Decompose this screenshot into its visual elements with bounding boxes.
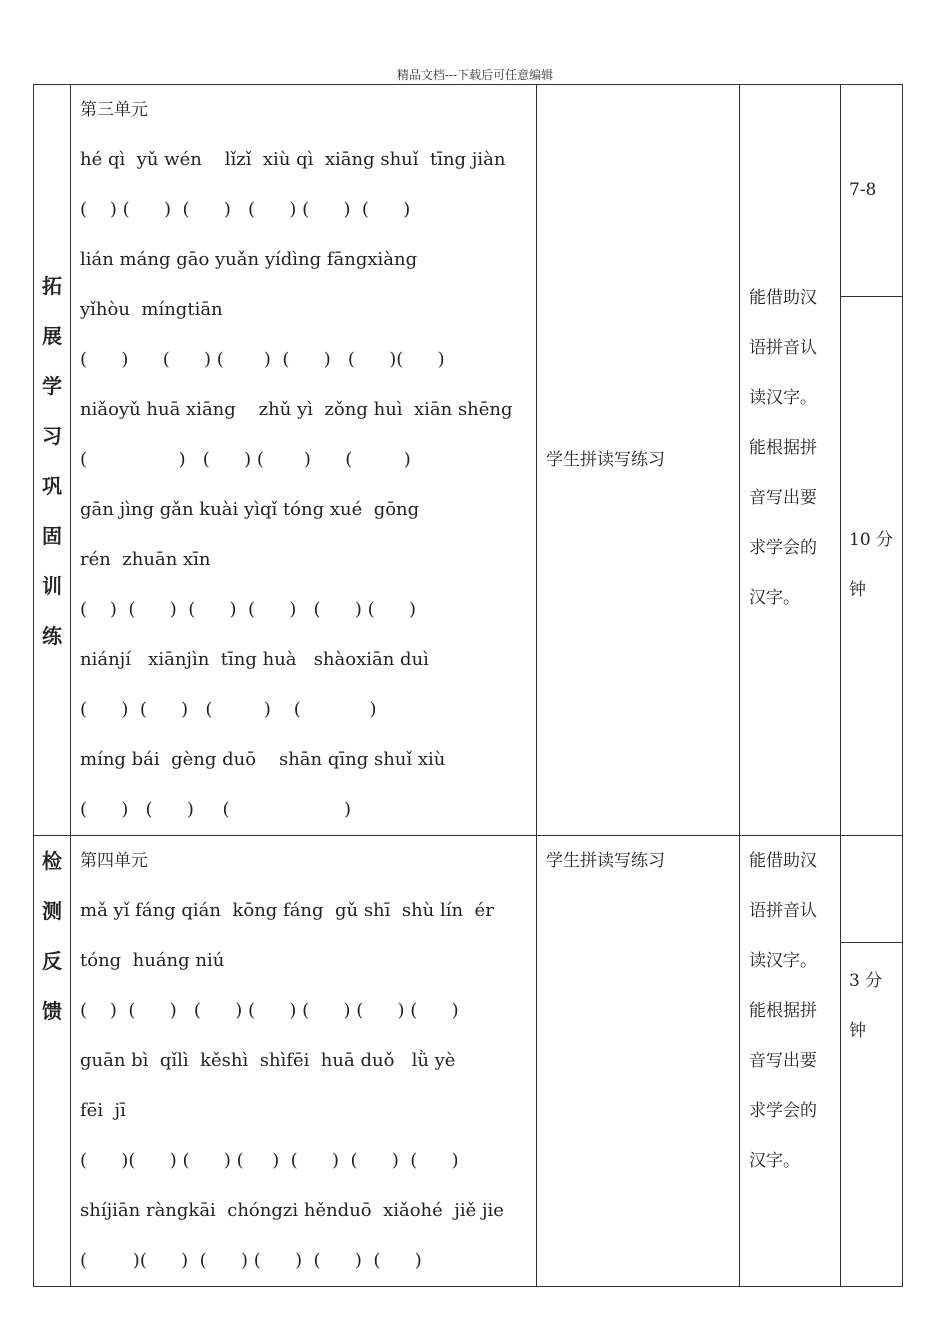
stage-char: 反	[42, 949, 62, 973]
goal-line: 语拼音认	[749, 338, 817, 358]
goal-line: 音写出要	[749, 488, 817, 508]
answer-blanks: ( )( ) ( ) ( ) ( ) ( )	[80, 1250, 422, 1271]
activity-cell: 学生拼读写练习	[537, 85, 740, 836]
stage-char: 检	[42, 849, 62, 873]
goal-line: 汉字。	[749, 1151, 800, 1171]
goal-cell	[740, 836, 841, 1287]
stage-char: 巩	[42, 474, 62, 498]
time-cell-bottom	[841, 942, 903, 1286]
lesson-table	[33, 84, 903, 1287]
stage-char: 拓	[42, 274, 62, 298]
pinyin-line: niánjí xiānjìn tīng huà shàoxiān duì	[80, 649, 429, 670]
goal-line: 求学会的	[749, 538, 817, 558]
goal-line: 求学会的	[749, 1101, 817, 1121]
time-cell-top: 7-8	[841, 85, 903, 297]
stage-char: 馈	[42, 999, 62, 1023]
goal-line: 读汉字。	[749, 951, 817, 971]
time-cell-bottom	[841, 296, 903, 835]
time-line: 钟	[849, 1020, 866, 1041]
answer-blanks: ( ) ( ) ( ) ( )	[80, 449, 411, 470]
stage-char: 练	[42, 624, 62, 648]
goal-line: 能借助汉	[749, 288, 817, 308]
pinyin-line: hé qì yǔ wén lǐzǐ xiù qì xiāng shuǐ tīng jiàn	[80, 149, 506, 170]
pinyin-line: tóng huáng niú	[80, 950, 225, 971]
answer-blanks: ( )( ) ( ) ( ) ( ) ( ) ( )	[80, 1150, 459, 1171]
stage-cell-practice	[34, 85, 71, 836]
goal-line: 能根据拼	[749, 438, 817, 458]
goal-line: 能根据拼	[749, 1001, 817, 1021]
pinyin-line: yǐhòu míngtiān	[80, 299, 223, 320]
stage-cell-feedback	[34, 836, 71, 1287]
answer-blanks: ( ) ( ) ( ) ( ) ( ) ( )	[80, 599, 417, 620]
answer-blanks: ( ) ( ) ( ) ( ) ( ) ( ) ( )	[80, 1000, 459, 1021]
unit-title: 第四单元	[80, 851, 148, 871]
goal-line: 音写出要	[749, 1051, 817, 1071]
stage-char: 测	[42, 899, 62, 923]
pinyin-line: shíjiān ràngkāi chóngzi hěnduō xiǎohé jiě jie	[80, 1200, 504, 1221]
stage-char: 固	[42, 524, 62, 548]
goal-line: 能借助汉	[749, 851, 817, 871]
pinyin-line: niǎoyǔ huā xiāng zhǔ yì zǒng huì xiān shēng	[80, 399, 513, 420]
goal-line: 读汉字。	[749, 388, 817, 408]
pinyin-line: guān bì qǐlì kěshì shìfēi huā duǒ lǜ yè	[80, 1050, 456, 1071]
activity-cell: 学生拼读写练习	[537, 836, 740, 1287]
time-line: 10 分	[849, 529, 894, 550]
answer-blanks: ( ) ( ) ( ) ( )	[80, 699, 377, 720]
goal-line: 语拼音认	[749, 901, 817, 921]
pinyin-line: míng bái gèng duō shān qīng shuǐ xiù	[80, 749, 446, 770]
content-cell-unit4	[71, 836, 537, 1287]
pinyin-line: gān jìng gǎn kuài yìqǐ tóng xué gōng	[80, 499, 420, 520]
time-line: 钟	[849, 579, 866, 600]
stage-char: 习	[42, 424, 62, 448]
goal-cell	[740, 85, 841, 836]
pinyin-line: lián máng gāo yuǎn yídìng fāngxiàng	[80, 249, 418, 270]
unit-title: 第三单元	[80, 100, 148, 120]
stage-char: 训	[42, 574, 62, 598]
goal-line: 汉字。	[749, 588, 800, 608]
page-header: 精品文档---下载后可任意编辑	[396, 68, 554, 82]
stage-char: 学	[42, 374, 62, 398]
pinyin-line: rén zhuān xīn	[80, 549, 211, 570]
content-cell-unit3	[71, 85, 537, 836]
time-line: 3 分	[849, 970, 883, 991]
pinyin-line: mǎ yǐ fáng qián kōng fáng gǔ shī shù lín ér	[80, 900, 494, 921]
time-cell-top	[841, 836, 903, 943]
pinyin-line: fēi jī	[80, 1100, 126, 1121]
answer-blanks: ( ) ( ) ( ) ( ) ( ) ( )	[80, 199, 411, 220]
stage-char: 展	[42, 324, 62, 348]
answer-blanks: ( ) ( ) ( ) ( ) ( )( )	[80, 349, 445, 370]
answer-blanks: ( ) ( ) ( )	[80, 799, 352, 820]
